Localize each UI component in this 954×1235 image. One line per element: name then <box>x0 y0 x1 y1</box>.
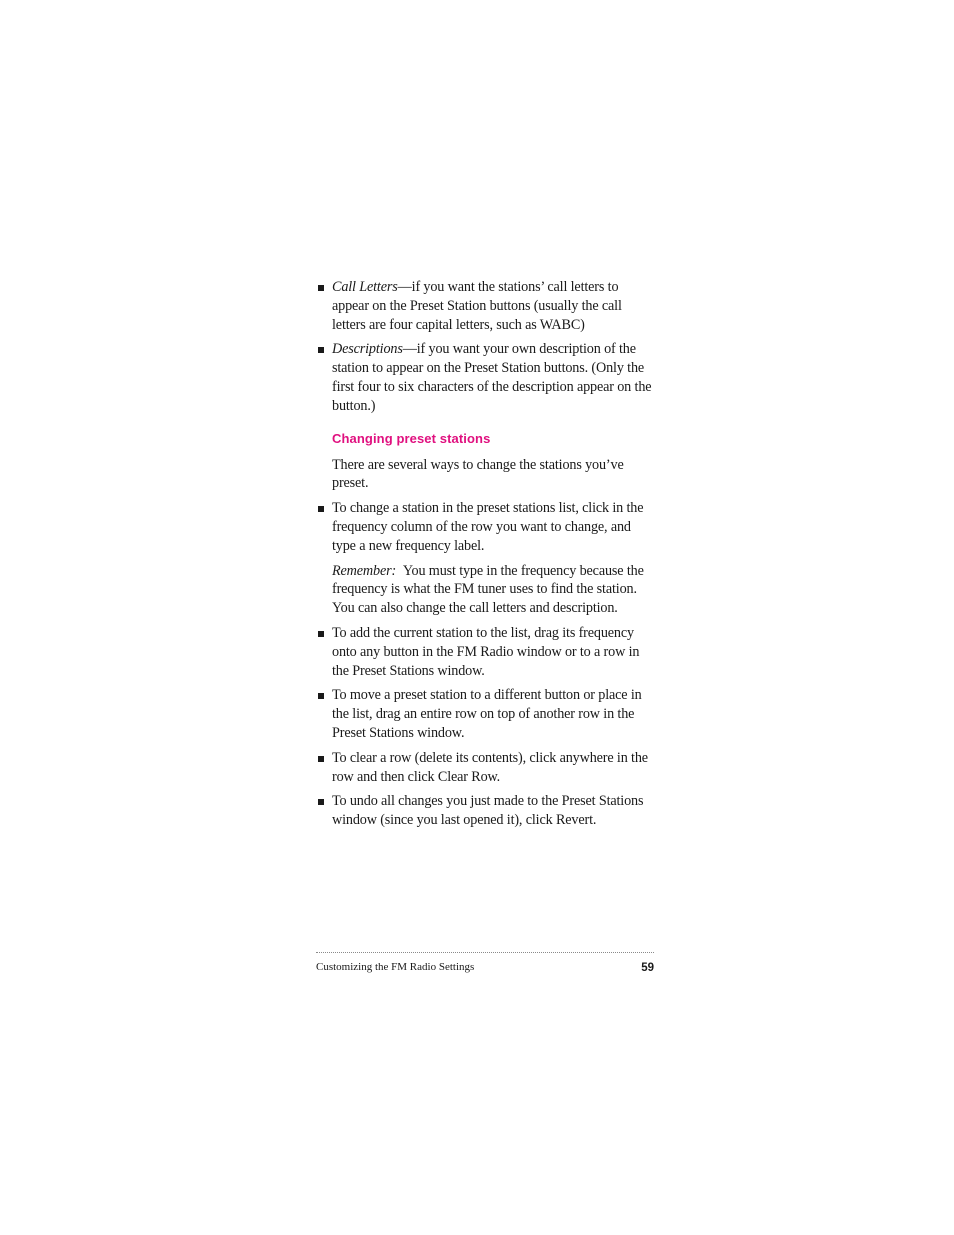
list-item-revert <box>332 792 658 830</box>
bullet-square-icon <box>318 506 324 512</box>
bullet-square-icon <box>318 285 324 291</box>
list-item-add-station <box>332 624 658 680</box>
footer-divider <box>316 952 654 953</box>
list-item-text: To clear a row (delete its contents), click anywhere in the row and then click Clear Row. <box>332 749 648 785</box>
list-item-text: To change a station in the preset stations list, click in the frequency column of the row you want to change, and type a new frequency label. <box>332 500 644 554</box>
list-item-call-letters <box>332 278 658 334</box>
bullet-square-icon <box>318 693 324 699</box>
section-intro: There are several ways to change the stations you’ve preset. <box>332 456 624 492</box>
remember-label: Remember: <box>332 562 397 579</box>
list-item-text: To move a preset station to a different button or place in the list, drag an entire row on top of another row in the Preset Stations window. <box>332 687 642 741</box>
bullet-square-icon <box>318 631 324 637</box>
section-heading: Changing preset stations <box>332 430 491 446</box>
term-descriptions: Descriptions <box>332 341 403 358</box>
remember-text: You must type in the frequency because the frequency is what the FM tuner uses to find the station. You can also change the call letters and description. <box>332 562 644 617</box>
bullet-square-icon <box>318 756 324 762</box>
list-item-descriptions <box>332 340 658 415</box>
term-call-letters: Call Letters <box>332 279 398 295</box>
footer-chapter-title: Customizing the FM Radio Settings <box>316 961 475 973</box>
call-letters-description: —if you want the stations’ call letters to appear on the Preset Station buttons (usually the call letters are four capital letters, such as WABC) <box>332 279 622 333</box>
list-item-move-station <box>332 686 658 742</box>
remember-note <box>332 562 658 618</box>
list-item-clear-row <box>332 749 658 787</box>
descriptions-description: —if you want your own description of the station to appear on the Preset Station buttons. (Only the first four to six characters of the description appear on the button.) <box>332 341 652 414</box>
list-item-change-station <box>332 499 658 555</box>
footer-page-number: 59 <box>641 962 654 974</box>
list-item-text: To undo all changes you just made to the Preset Stations window (since you last opened it), click Revert. <box>332 793 644 829</box>
page-body <box>332 278 658 836</box>
bullet-square-icon <box>318 799 324 805</box>
list-item-text: To add the current station to the list, drag its frequency onto any button in the FM Radio window or to a row in the Preset Stations window. <box>332 624 640 679</box>
bullet-square-icon <box>318 347 324 353</box>
